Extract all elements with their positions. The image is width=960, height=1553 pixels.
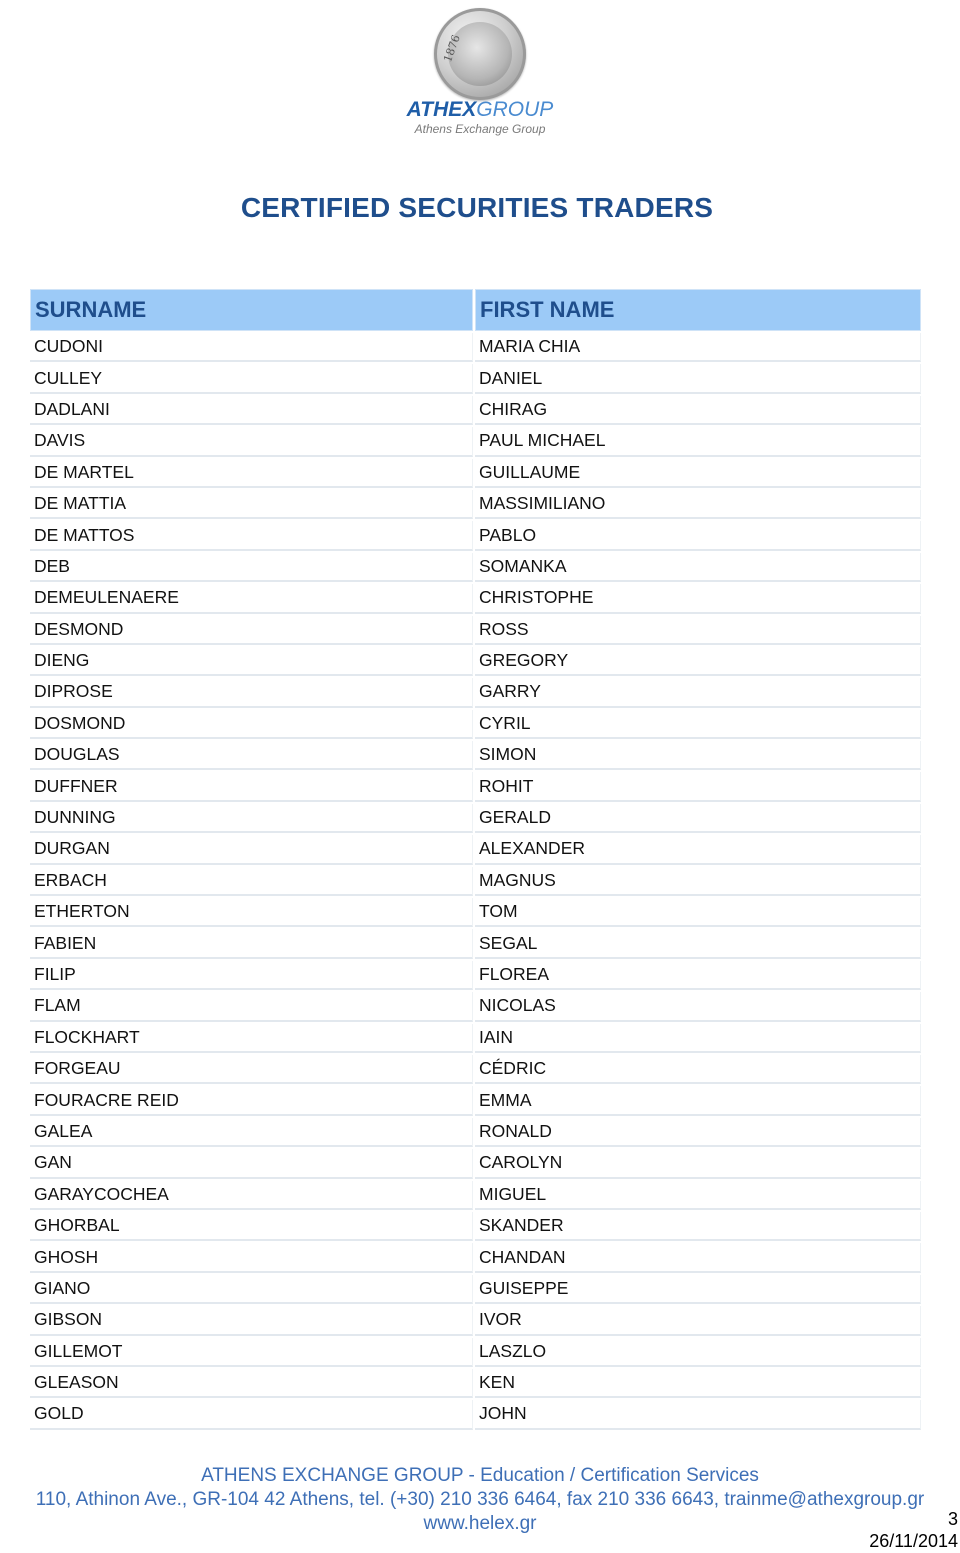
first-name-cell: IVOR (475, 1306, 921, 1335)
surname-cell: FLAM (30, 992, 473, 1021)
footer (0, 1464, 960, 1536)
table-row (30, 835, 921, 864)
surname-cell: DUNNING (30, 804, 473, 833)
surname-cell: DIENG (30, 647, 473, 676)
surname-cell: ERBACH (30, 867, 473, 896)
first-name-cell: NICOLAS (475, 992, 921, 1021)
surname-cell: GLEASON (30, 1369, 473, 1398)
table-row (30, 772, 921, 801)
first-name-cell: GUISEPPE (475, 1275, 921, 1304)
surname-cell: CULLEY (30, 364, 473, 393)
first-name-cell: CÉDRIC (475, 1055, 921, 1084)
traders-table (28, 287, 923, 1432)
surname-cell: DEB (30, 553, 473, 582)
table-row (30, 1055, 921, 1084)
first-name-cell: KEN (475, 1369, 921, 1398)
first-name-cell: GERALD (475, 804, 921, 833)
table-row (30, 647, 921, 676)
table-row (30, 1118, 921, 1147)
first-name-cell: GUILLAUME (475, 459, 921, 488)
table-row (30, 710, 921, 739)
surname-cell: GALEA (30, 1118, 473, 1147)
first-name-cell: CYRIL (475, 710, 921, 739)
surname-cell: DE MARTEL (30, 459, 473, 488)
table-row (30, 584, 921, 613)
first-name-cell: CHRISTOPHE (475, 584, 921, 613)
surname-cell: FORGEAU (30, 1055, 473, 1084)
first-name-cell: SEGAL (475, 929, 921, 958)
surname-cell: GHOSH (30, 1243, 473, 1272)
first-name-cell: SKANDER (475, 1212, 921, 1241)
first-name-cell: MARIA CHIA (475, 333, 921, 362)
surname-cell: FILIP (30, 961, 473, 990)
table-row (30, 1212, 921, 1241)
hermes-medal-icon (434, 8, 526, 100)
first-name-cell: GARRY (475, 678, 921, 707)
first-name-cell: IAIN (475, 1024, 921, 1053)
first-name-cell: GREGORY (475, 647, 921, 676)
table-row (30, 804, 921, 833)
first-name-cell: SIMON (475, 741, 921, 770)
surname-cell: FOURACRE REID (30, 1086, 473, 1115)
table-row (30, 678, 921, 707)
surname-cell: DOUGLAS (30, 741, 473, 770)
first-name-cell: CAROLYN (475, 1149, 921, 1178)
footer-org-line: ATHENS EXCHANGE GROUP - Education / Certification Services (201, 1465, 759, 1486)
table-row (30, 1024, 921, 1053)
surname-cell: GIANO (30, 1275, 473, 1304)
first-name-cell: MIGUEL (475, 1181, 921, 1210)
table-row (30, 961, 921, 990)
first-name-cell: ALEXANDER (475, 835, 921, 864)
traders-table-container (28, 287, 921, 1432)
table-row (30, 898, 921, 927)
surname-cell: DEMEULENAERE (30, 584, 473, 613)
column-header-surname: SURNAME (30, 289, 473, 331)
surname-cell: GIBSON (30, 1306, 473, 1335)
surname-cell: DE MATTIA (30, 490, 473, 519)
surname-cell: DADLANI (30, 396, 473, 425)
first-name-cell: EMMA (475, 1086, 921, 1115)
table-row (30, 1400, 921, 1429)
first-name-cell: TOM (475, 898, 921, 927)
table-row (30, 490, 921, 519)
table-row (30, 427, 921, 456)
table-row (30, 1369, 921, 1398)
surname-cell: CUDONI (30, 333, 473, 362)
table-header-row (30, 289, 921, 331)
table-row (30, 929, 921, 958)
table-row (30, 333, 921, 362)
first-name-cell: FLOREA (475, 961, 921, 990)
table-row (30, 741, 921, 770)
table-row (30, 1086, 921, 1115)
brand-name: ATHEXGROUP (406, 98, 554, 121)
document-title: CERTIFIED SECURITIES TRADERS (240, 192, 714, 223)
surname-cell: GILLEMOT (30, 1338, 473, 1367)
table-row (30, 521, 921, 550)
first-name-cell: SOMANKA (475, 553, 921, 582)
table-row (30, 459, 921, 488)
surname-cell: ETHERTON (30, 898, 473, 927)
surname-cell: FLOCKHART (30, 1024, 473, 1053)
medal-year: 1876 (441, 33, 463, 64)
page-number: 3 (947, 1509, 958, 1529)
brand-subtitle: Athens Exchange Group (414, 122, 546, 136)
first-name-cell: LASZLO (475, 1338, 921, 1367)
table-row (30, 1149, 921, 1178)
surname-cell: DIPROSE (30, 678, 473, 707)
surname-cell: DE MATTOS (30, 521, 473, 550)
table-row (30, 616, 921, 645)
table-row (30, 1243, 921, 1272)
athex-logo (0, 8, 960, 136)
first-name-cell: JOHN (475, 1400, 921, 1429)
table-row (30, 1181, 921, 1210)
table-row (30, 553, 921, 582)
first-name-cell: CHANDAN (475, 1243, 921, 1272)
surname-cell: DOSMOND (30, 710, 473, 739)
column-header-first-name: FIRST NAME (475, 289, 921, 331)
table-row (30, 1306, 921, 1335)
table-row (30, 364, 921, 393)
first-name-cell: MASSIMILIANO (475, 490, 921, 519)
table-row (30, 992, 921, 1021)
first-name-cell: PAUL MICHAEL (475, 427, 921, 456)
surname-cell: DAVIS (30, 427, 473, 456)
table-row (30, 1338, 921, 1367)
first-name-cell: CHIRAG (475, 396, 921, 425)
surname-cell: GARAYCOCHEA (30, 1181, 473, 1210)
surname-cell: GHORBAL (30, 1212, 473, 1241)
first-name-cell: PABLO (475, 521, 921, 550)
document-date: 26/11/2014 (869, 1531, 958, 1551)
table-row (30, 867, 921, 896)
first-name-cell: RONALD (475, 1118, 921, 1147)
surname-cell: GAN (30, 1149, 473, 1178)
footer-website[interactable]: www.helex.gr (423, 1513, 537, 1534)
first-name-cell: ROSS (475, 616, 921, 645)
surname-cell: GOLD (30, 1400, 473, 1429)
surname-cell: DURGAN (30, 835, 473, 864)
table-row (30, 1275, 921, 1304)
surname-cell: FABIEN (30, 929, 473, 958)
footer-address-line: 110, Athinon Ave., GR-104 42 Athens, tel. (+30) 210 336 6464, fax 210 336 6643, trainme@athexgroup.gr (35, 1489, 925, 1510)
surname-cell: DESMOND (30, 616, 473, 645)
first-name-cell: MAGNUS (475, 867, 921, 896)
surname-cell: DUFFNER (30, 772, 473, 801)
table-row (30, 396, 921, 425)
first-name-cell: ROHIT (475, 772, 921, 801)
first-name-cell: DANIEL (475, 364, 921, 393)
